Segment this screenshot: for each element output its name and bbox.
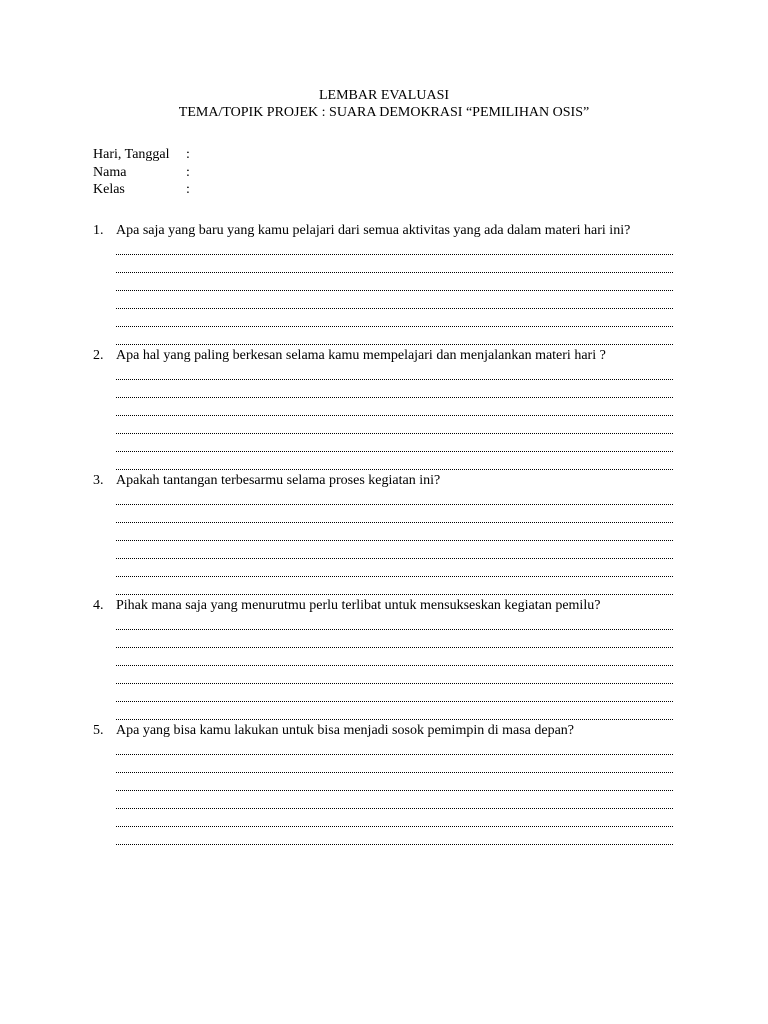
answer-line[interactable] <box>116 686 673 704</box>
answer-line[interactable] <box>116 418 673 436</box>
answer-area[interactable] <box>116 614 673 722</box>
answer-line[interactable] <box>116 454 673 472</box>
info-label: Kelas <box>93 182 125 197</box>
answer-area[interactable] <box>116 239 673 347</box>
question-item <box>93 597 673 722</box>
document-subtitle: TEMA/TOPIK PROJEK : SUARA DEMOKRASI “PEMILIHAN OSIS” <box>178 105 590 120</box>
answer-line[interactable] <box>116 382 673 400</box>
answer-line[interactable] <box>116 364 673 382</box>
answer-line[interactable] <box>116 507 673 525</box>
question-text: Pihak mana saja yang menurutmu perlu terlibat untuk mensukseskan kegiatan pemilu? <box>116 598 601 613</box>
answer-line[interactable] <box>116 489 673 507</box>
question-list <box>93 222 673 847</box>
answer-line[interactable] <box>116 811 673 829</box>
question-text: Apakah tantangan terbesarmu selama proses kegiatan ini? <box>116 473 441 488</box>
question-item <box>93 722 673 847</box>
answer-line[interactable] <box>116 579 673 597</box>
answer-line[interactable] <box>116 525 673 543</box>
answer-line[interactable] <box>116 739 673 757</box>
info-label: Hari, Tanggal <box>93 147 170 162</box>
question-item <box>93 347 673 472</box>
answer-line[interactable] <box>116 293 673 311</box>
answer-line[interactable] <box>116 561 673 579</box>
answer-area[interactable] <box>116 489 673 597</box>
answer-line[interactable] <box>116 400 673 418</box>
question-number: 5. <box>93 723 104 738</box>
question-item <box>93 222 673 347</box>
question-number: 1. <box>93 223 104 238</box>
info-row-class <box>93 181 190 199</box>
info-colon: : <box>186 147 190 162</box>
question-text: Apa hal yang paling berkesan selama kamu mempelajari dan menjalankan materi hari ? <box>116 348 606 363</box>
question-number: 4. <box>93 598 104 613</box>
answer-line[interactable] <box>116 329 673 347</box>
info-row-name <box>93 164 190 182</box>
answer-line[interactable] <box>116 757 673 775</box>
answer-line[interactable] <box>116 793 673 811</box>
answer-line[interactable] <box>116 668 673 686</box>
info-colon: : <box>186 182 190 197</box>
question-number: 2. <box>93 348 104 363</box>
question-text: Apa saja yang baru yang kamu pelajari dari semua aktivitas yang ada dalam materi hari ini? <box>116 223 631 238</box>
answer-area[interactable] <box>116 739 673 847</box>
answer-line[interactable] <box>116 632 673 650</box>
answer-line[interactable] <box>116 650 673 668</box>
question-text: Apa yang bisa kamu lakukan untuk bisa menjadi sosok pemimpin di masa depan? <box>116 723 575 738</box>
question-number: 3. <box>93 473 104 488</box>
question-item <box>93 472 673 597</box>
info-label: Nama <box>93 164 127 180</box>
info-row-date <box>93 146 190 164</box>
answer-line[interactable] <box>116 775 673 793</box>
answer-line[interactable] <box>116 239 673 257</box>
answer-area[interactable] <box>116 364 673 472</box>
answer-line[interactable] <box>116 436 673 454</box>
answer-line[interactable] <box>116 311 673 329</box>
answer-line[interactable] <box>116 543 673 561</box>
answer-line[interactable] <box>116 829 673 847</box>
info-colon: : <box>186 164 190 180</box>
info-block <box>93 146 190 199</box>
document-title: LEMBAR EVALUASI <box>318 88 450 103</box>
answer-line[interactable] <box>116 257 673 275</box>
answer-line[interactable] <box>116 704 673 722</box>
answer-line[interactable] <box>116 614 673 632</box>
answer-line[interactable] <box>116 275 673 293</box>
